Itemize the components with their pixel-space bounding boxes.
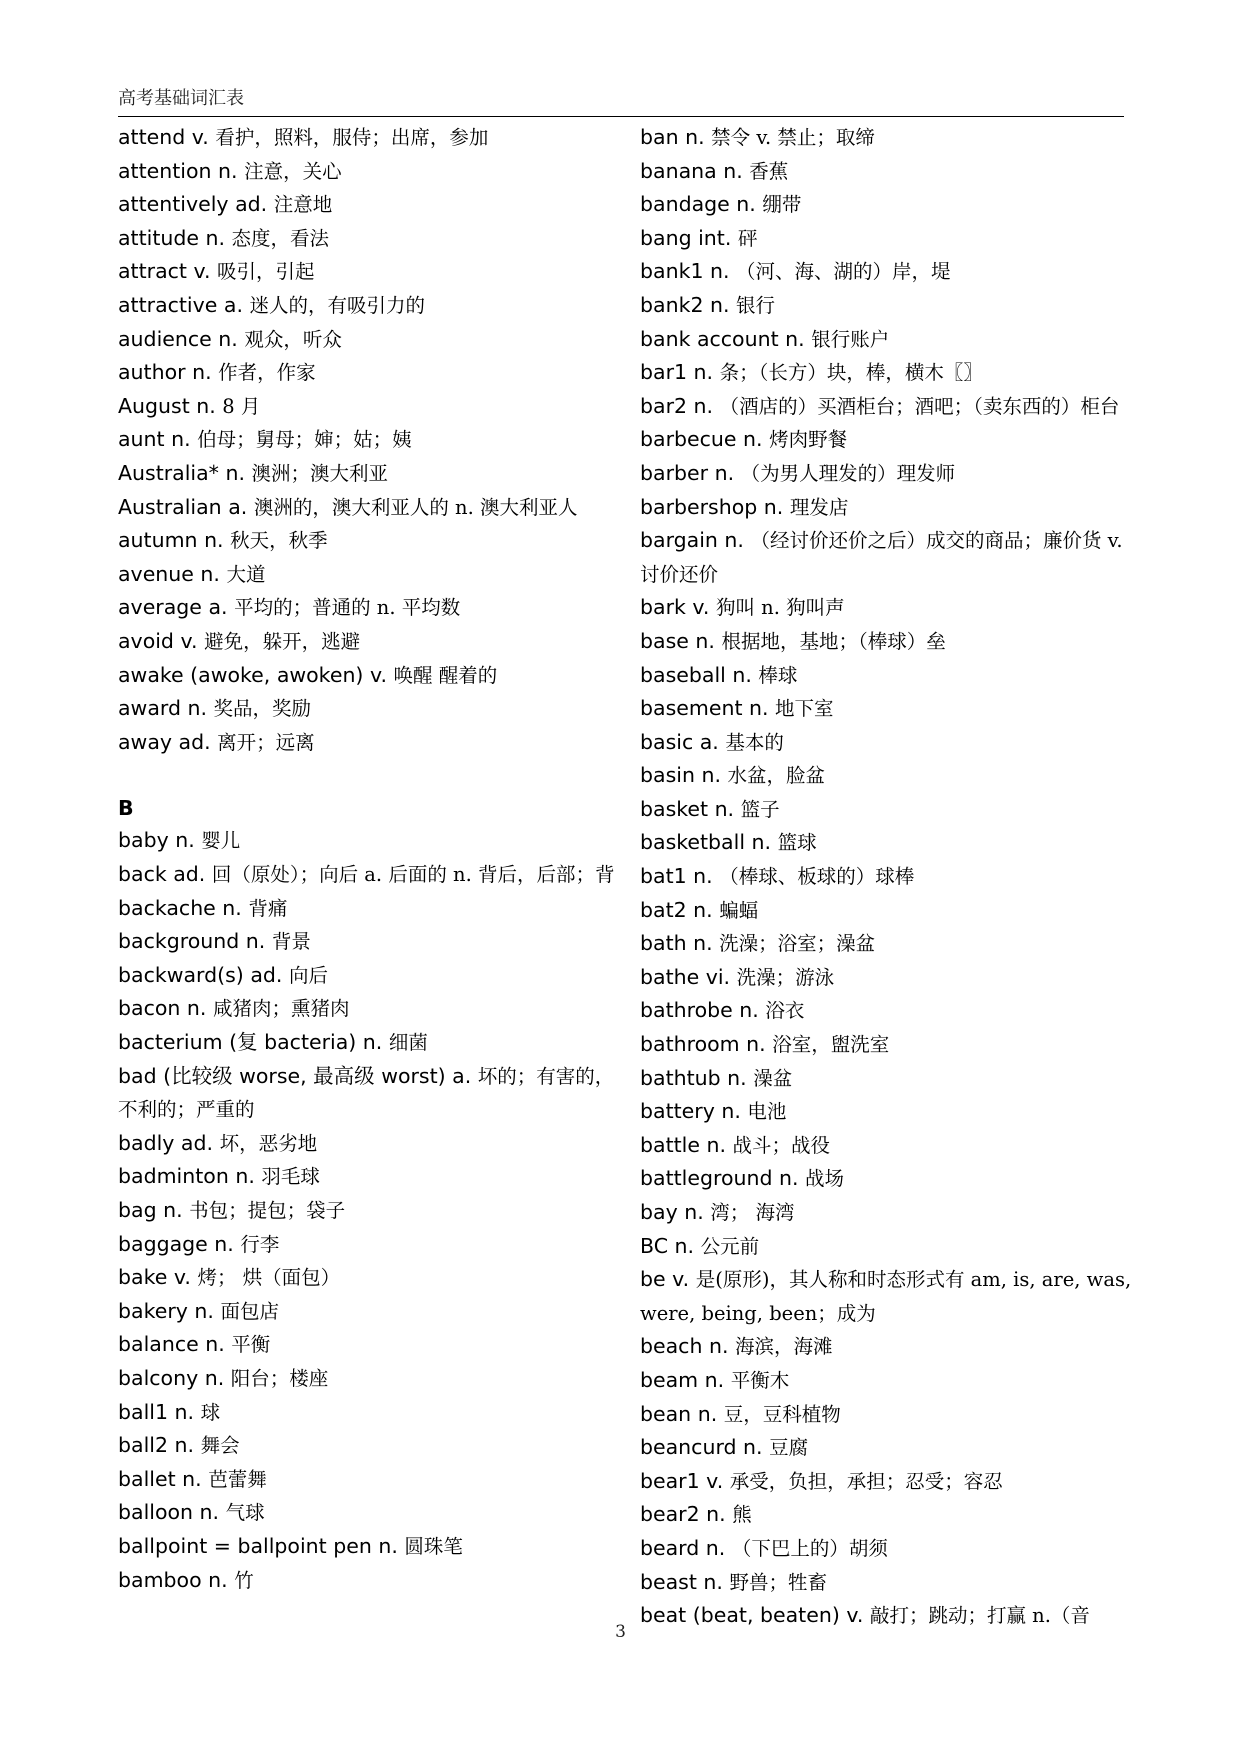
- vocab-entry: [118, 457, 618, 491]
- vocab-entry: [640, 1129, 1138, 1163]
- entry-definition: 背景: [271, 930, 311, 954]
- entry-word: bar2 n.: [640, 393, 714, 418]
- entry-word: basin n.: [640, 763, 721, 788]
- vocab-entry: [118, 188, 618, 222]
- vocab-entry: [118, 1060, 618, 1127]
- entry-definition: 回（原处）；向后 a. 后面的 n. 背后，后部；背: [211, 863, 615, 887]
- entry-word: BC n.: [640, 1233, 695, 1258]
- vocab-entry: [118, 491, 618, 525]
- entry-word: beast n.: [640, 1569, 723, 1594]
- vocab-entry: [640, 894, 1138, 928]
- entry-definition: 面包店: [220, 1299, 279, 1323]
- vocab-entry: [118, 1261, 618, 1295]
- entry-word: bat1 n.: [640, 864, 713, 889]
- entry-word: bacon n.: [118, 996, 207, 1021]
- vocab-entry: [118, 289, 618, 323]
- entry-definition: 烤； 烘（面包）: [197, 1266, 341, 1290]
- entry-definition: 根据地，基地；（棒球）垒: [721, 629, 946, 653]
- entry-word: bathrobe n.: [640, 998, 759, 1023]
- entry-definition: 银行: [736, 293, 776, 317]
- entry-word: base n.: [640, 628, 715, 653]
- entry-word: bank2 n.: [640, 292, 730, 317]
- entry-word: beard n.: [640, 1535, 726, 1560]
- entry-word: badly ad.: [118, 1130, 214, 1155]
- vocab-entry: [640, 155, 1138, 189]
- entry-definition: 平衡: [231, 1333, 271, 1357]
- entry-word: attention n.: [118, 158, 238, 183]
- entry-word: beam n.: [640, 1367, 725, 1392]
- entry-definition: 奖品，奖励: [213, 697, 312, 721]
- entry-definition: 浴室，盥洗室: [772, 1033, 890, 1057]
- entry-word: average a.: [118, 595, 228, 620]
- entry-definition: 坏的；有害的，不利的；严重的: [118, 1064, 615, 1122]
- entry-definition: 坏，恶劣地: [219, 1131, 318, 1155]
- vocab-entry: [640, 726, 1138, 760]
- vocab-entry: [118, 591, 618, 625]
- vocab-entry: [118, 659, 618, 693]
- entry-word: bar1 n.: [640, 360, 714, 385]
- entry-word: backache n.: [118, 895, 242, 920]
- vocab-entry: [640, 1566, 1138, 1600]
- entry-word: away ad.: [118, 729, 211, 754]
- entry-definition: 狗叫 n. 狗叫声: [715, 596, 845, 620]
- entry-definition: 舞会: [200, 1434, 240, 1458]
- vocab-entry: [640, 759, 1138, 793]
- entries-right: [640, 121, 1138, 1633]
- entry-definition: 浴衣: [765, 999, 805, 1023]
- entry-word: bacterium (复 bacteria) n.: [118, 1030, 383, 1055]
- vocab-entry: [118, 1362, 618, 1396]
- entry-definition: 熊: [732, 1503, 752, 1527]
- entry-word: avoid v.: [118, 628, 198, 653]
- entry-definition: 银行账户: [811, 327, 890, 351]
- entry-definition: 书包；提包；袋子: [189, 1199, 346, 1222]
- vocab-entry: [118, 1026, 618, 1060]
- vocab-entry: [640, 927, 1138, 961]
- vocab-entry: [640, 524, 1138, 591]
- entry-word: bay n.: [640, 1200, 704, 1224]
- vocab-entry: [640, 289, 1138, 323]
- entry-word: barbecue n.: [640, 427, 763, 452]
- entry-word: bathroom n.: [640, 1032, 766, 1057]
- entry-definition: 大道: [226, 562, 266, 586]
- entry-word: beat (beat, beaten) v.: [640, 1603, 864, 1628]
- entry-definition: 伯母；舅母；婶；姑；姨: [197, 428, 412, 452]
- entry-word: basic a.: [640, 729, 719, 754]
- vocab-entry: [640, 255, 1138, 289]
- entry-word: autumn n.: [118, 528, 224, 553]
- entry-word: ball1 n.: [118, 1399, 195, 1424]
- entry-word: basketball n.: [640, 830, 772, 855]
- entry-word: August n.: [118, 393, 216, 418]
- entry-definition: 棒球: [758, 663, 798, 687]
- entry-word: aunt n.: [118, 427, 191, 452]
- entry-word: attract v.: [118, 259, 211, 284]
- entry-definition: 香蕉: [749, 159, 789, 183]
- entry-definition: 迷人的，有吸引力的: [249, 293, 426, 317]
- vocab-entry: [118, 423, 618, 457]
- entry-definition: 澡盆: [753, 1066, 793, 1090]
- entry-definition: 阳台；楼座: [230, 1366, 329, 1390]
- entry-word: be v.: [640, 1267, 690, 1292]
- vocab-entry: [640, 356, 1138, 390]
- entry-word: barbershop n.: [640, 494, 784, 519]
- entry-definition: 吸引，引起: [217, 260, 315, 284]
- entry-word: bath n.: [640, 931, 713, 956]
- entry-definition: 秋天，秋季: [230, 529, 328, 553]
- entry-definition: 行李: [240, 1232, 280, 1256]
- vocab-entry: [640, 659, 1138, 693]
- entry-word: award n.: [118, 696, 207, 721]
- vocab-entry: [118, 222, 618, 256]
- vocab-entry: [118, 858, 618, 892]
- vocab-entry: [118, 356, 618, 390]
- entry-word: bear1 v.: [640, 1468, 724, 1493]
- vocab-entry: [118, 892, 618, 926]
- entry-word: bag n.: [118, 1198, 183, 1222]
- vocab-entry: [640, 491, 1138, 525]
- vocab-entry: [118, 121, 618, 155]
- right-column: [640, 121, 1138, 1633]
- vocab-entry: [640, 1162, 1138, 1196]
- vocab-entry: [640, 1431, 1138, 1465]
- entry-definition: 敲打；跳动；打赢 n.（音: [869, 1604, 1090, 1628]
- vocab-entry: [640, 860, 1138, 894]
- vocab-entry: [640, 222, 1138, 256]
- vocab-entry: [118, 1295, 618, 1329]
- entry-word: bamboo n.: [118, 1567, 228, 1592]
- entry-definition: 蝙蝠: [719, 898, 759, 922]
- entry-word: ball2 n.: [118, 1433, 195, 1458]
- entry-definition: 电池: [747, 1100, 787, 1124]
- vocab-entry: [640, 826, 1138, 860]
- vocab-entry: [118, 959, 618, 993]
- vocab-entry: [118, 558, 618, 592]
- entry-word: bandage n.: [640, 192, 756, 217]
- entry-definition: 砰: [737, 226, 758, 250]
- entry-word: back ad.: [118, 862, 206, 887]
- entry-definition: 烤肉野餐: [769, 428, 848, 452]
- entry-definition: 态度，看法: [231, 226, 330, 250]
- vocab-entry: [118, 992, 618, 1026]
- vocab-entry: [118, 1160, 618, 1194]
- entry-word: avenue n.: [118, 561, 220, 586]
- entry-word: bathtub n.: [640, 1065, 747, 1090]
- entry-word: bear2 n.: [640, 1502, 726, 1527]
- vocab-entry: [640, 625, 1138, 659]
- entry-word: audience n.: [118, 326, 238, 351]
- vocab-entry: [118, 1429, 618, 1463]
- entry-word: attend v.: [118, 125, 209, 149]
- entry-word: bat2 n.: [640, 897, 713, 922]
- entry-word: bakery n.: [118, 1298, 214, 1323]
- entry-definition: 离开；远离: [217, 730, 315, 754]
- entry-definition: 唤醒 醒着的: [393, 663, 498, 687]
- vocab-entry: [118, 524, 618, 558]
- entry-definition: 豆，豆科植物: [723, 1402, 841, 1426]
- vocab-entry: [640, 994, 1138, 1028]
- entry-word: bean n.: [640, 1401, 718, 1426]
- entry-word: attentively ad.: [118, 192, 268, 217]
- entry-definition: 基本的: [725, 730, 784, 754]
- entry-word: baggage n.: [118, 1231, 234, 1256]
- entry-definition: 篮球: [777, 831, 817, 855]
- vocab-entry: [118, 390, 618, 424]
- entry-word: bang int.: [640, 225, 732, 250]
- entry-definition: （河、海、湖的）岸，堤: [736, 260, 951, 284]
- entry-word: baseball n.: [640, 662, 752, 687]
- entry-definition: 观众，听众: [244, 327, 342, 351]
- entry-definition: 向后: [288, 963, 328, 987]
- vocab-entry: [640, 390, 1138, 424]
- entry-definition: （下巴上的）胡须: [731, 1536, 888, 1560]
- entries-b: [118, 824, 618, 1597]
- entry-word: barber n.: [640, 460, 735, 485]
- vocab-entry: [640, 121, 1138, 155]
- entry-word: Australian a.: [118, 494, 248, 519]
- entries-a: [118, 121, 618, 759]
- entry-definition: 气球: [225, 1501, 265, 1525]
- entry-word: battle n.: [640, 1132, 726, 1157]
- entry-definition: （经讨价还价之后）成交的商品；廉价货 v. 讨价还价: [640, 529, 1123, 586]
- vocab-entry: [118, 155, 618, 189]
- entry-definition: （酒店的）买酒柜台；酒吧；（卖东西的）柜台: [719, 394, 1120, 418]
- entry-definition: 平均的；普通的 n. 平均数: [234, 596, 461, 620]
- entry-word: attractive a.: [118, 292, 243, 317]
- entry-definition: 羽毛球: [261, 1165, 320, 1189]
- vocab-entry: [640, 692, 1138, 726]
- entry-word: balcony n.: [118, 1365, 225, 1390]
- entry-definition: 洗澡；游泳: [736, 965, 835, 989]
- entry-definition: 公元前: [700, 1234, 760, 1258]
- entry-word: badminton n.: [118, 1164, 255, 1189]
- entry-word: ban n.: [640, 125, 705, 149]
- entry-word: bake v.: [118, 1265, 191, 1290]
- entry-word: basket n.: [640, 796, 735, 821]
- entry-definition: 洗澡；浴室；澡盆: [719, 932, 876, 956]
- vocab-entry: [640, 1532, 1138, 1566]
- entry-word: banana n.: [640, 158, 743, 183]
- vocab-entry: [640, 1364, 1138, 1398]
- vocab-entry: [118, 925, 618, 959]
- entry-definition: 地下室: [775, 697, 834, 721]
- vocab-entry: [640, 1095, 1138, 1129]
- vocab-entry: [118, 1127, 618, 1161]
- entry-word: baby n.: [118, 828, 195, 853]
- entry-definition: 澳洲的，澳大利亚人的 n. 澳大利亚人: [253, 495, 578, 519]
- vocab-entry: [640, 1028, 1138, 1062]
- entry-word: Australia* n.: [118, 460, 245, 485]
- entry-definition: 承受，负担，承担；忍受；容忍: [729, 1469, 1003, 1493]
- entry-definition: 禁令 v. 禁止；取缔: [711, 126, 875, 149]
- entry-definition: 平衡木: [730, 1368, 790, 1392]
- entry-word: basement n.: [640, 696, 769, 721]
- vocab-entry: [118, 1328, 618, 1362]
- left-column: [118, 121, 618, 1597]
- vocab-entry: [640, 423, 1138, 457]
- vocab-entry: [640, 457, 1138, 491]
- vocab-entry: [640, 793, 1138, 827]
- vocab-entry: [640, 1498, 1138, 1532]
- entry-word: bank account n.: [640, 326, 805, 351]
- entry-definition: 背痛: [248, 896, 288, 920]
- entry-definition: 澳洲；澳大利亚: [251, 461, 389, 485]
- vocab-entry: [118, 255, 618, 289]
- entry-definition: 球: [200, 1400, 221, 1424]
- entry-definition: 看护，照料，服侍；出席，参加: [215, 126, 489, 149]
- entry-definition: 圆珠笔: [404, 1534, 463, 1558]
- entry-word: beach n.: [640, 1334, 729, 1359]
- entry-definition: 竹: [234, 1568, 254, 1592]
- entry-word: attitude n.: [118, 225, 226, 250]
- page-number: 3: [615, 1622, 626, 1642]
- entry-word: ballpoint = ballpoint pen n.: [118, 1533, 398, 1558]
- entry-definition: 条；（长方）块，棒，横木〖〗: [719, 361, 983, 385]
- entry-definition: （棒球、板球的）球棒: [719, 865, 915, 889]
- vocab-entry: [640, 1330, 1138, 1364]
- entry-word: bathe vi.: [640, 964, 731, 989]
- entry-word: bargain n.: [640, 528, 744, 553]
- entry-definition: 作者，作家: [218, 361, 316, 385]
- running-header: 高考基础词汇表: [118, 86, 1124, 117]
- entry-word: backward(s) ad.: [118, 962, 283, 987]
- entry-definition: 豆腐: [769, 1436, 809, 1460]
- entry-word: bank1 n.: [640, 259, 730, 284]
- entry-definition: 篮子: [740, 797, 780, 821]
- entry-word: battleground n.: [640, 1166, 799, 1191]
- entry-definition: 咸猪肉；熏猪肉: [212, 997, 350, 1021]
- vocab-entry: [118, 1564, 618, 1598]
- vocab-entry: [640, 591, 1138, 625]
- entry-word: background n.: [118, 929, 266, 954]
- entry-word: bark v.: [640, 595, 710, 620]
- section-letter-b: B: [118, 795, 134, 820]
- entry-definition: 野兽；牲畜: [729, 1570, 827, 1594]
- entry-definition: 避免，躲开，逃避: [204, 629, 361, 653]
- entry-definition: 婴儿: [201, 829, 241, 853]
- entry-definition: 理发店: [789, 495, 849, 519]
- vocab-entry: [640, 1196, 1138, 1230]
- entry-definition: 芭蕾舞: [208, 1467, 267, 1491]
- entry-definition: 绷带: [762, 193, 802, 217]
- entry-word: balance n.: [118, 1332, 225, 1357]
- vocab-entry: [118, 824, 618, 858]
- entry-word: ballet n.: [118, 1466, 202, 1491]
- vocab-entry: [640, 1230, 1138, 1264]
- vocab-entry: [640, 188, 1138, 222]
- entry-word: balloon n.: [118, 1500, 220, 1525]
- entry-word: battery n.: [640, 1099, 741, 1124]
- entry-word: awake (awoke, awoken) v.: [118, 662, 388, 687]
- entry-definition: 8 月: [222, 394, 261, 418]
- vocab-entry: [640, 323, 1138, 357]
- entry-definition: 是(原形)，其人称和时态形式有 am, is, are, was, were, being, been；成为: [640, 1268, 1132, 1325]
- entry-word: author n.: [118, 360, 212, 385]
- entry-word: bad (比较级 worse, 最高级 worst) a.: [118, 1063, 472, 1088]
- entry-definition: 注意地: [273, 193, 333, 217]
- entry-definition: 海滨，海滩: [735, 1335, 833, 1359]
- entry-definition: 注意，关心: [244, 159, 342, 183]
- entry-definition: （为男人理发的）理发师: [740, 461, 956, 485]
- vocab-entry: [118, 1463, 618, 1497]
- vocab-entry: [118, 1530, 618, 1564]
- vocab-entry: [118, 1228, 618, 1262]
- vocab-entry: [640, 1398, 1138, 1432]
- vocab-entry: [118, 1396, 618, 1430]
- entry-word: beancurd n.: [640, 1435, 763, 1460]
- vocab-entry: [640, 1062, 1138, 1096]
- vocab-entry: [118, 323, 618, 357]
- vocab-entry: [640, 961, 1138, 995]
- entry-definition: 水盆，脸盆: [727, 764, 826, 788]
- entry-definition: 战场: [805, 1167, 845, 1191]
- entry-definition: 湾； 海湾: [710, 1201, 795, 1224]
- vocab-entry: [118, 1496, 618, 1530]
- vocab-entry: [118, 726, 618, 760]
- vocab-entry: [118, 1194, 618, 1228]
- entry-definition: 细菌: [388, 1031, 428, 1055]
- vocab-entry: [118, 625, 618, 659]
- vocab-entry: [640, 1465, 1138, 1499]
- vocab-entry: [640, 1263, 1138, 1330]
- vocab-entry: [118, 692, 618, 726]
- entry-definition: 战斗；战役: [732, 1133, 831, 1157]
